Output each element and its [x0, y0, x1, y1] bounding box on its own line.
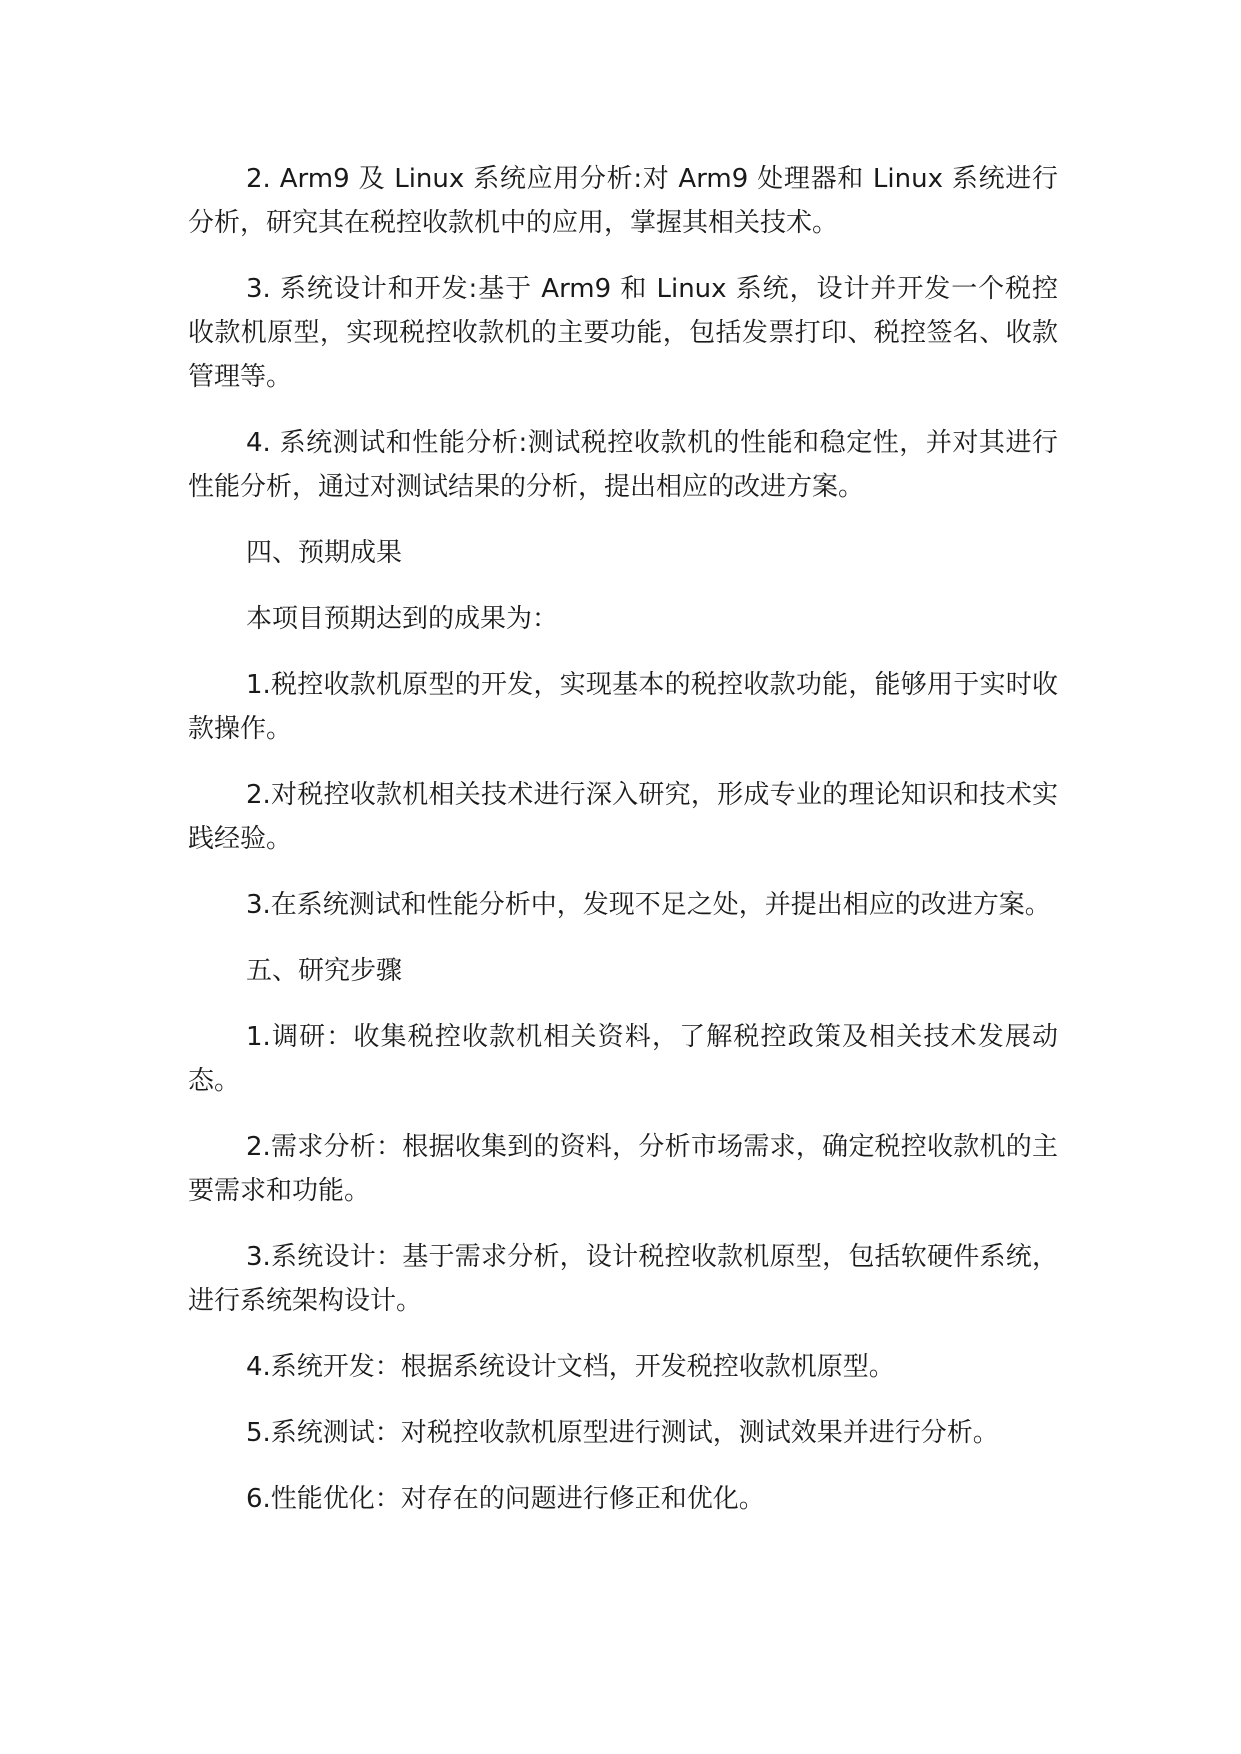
paragraph-step-1: 1.调研：收集税控收款机相关资料，了解税控政策及相关技术发展动态。: [188, 1022, 1058, 1096]
paragraph-step-3: 3.系统设计：基于需求分析，设计税控收款机原型，包括软硬件系统，进行系统架构设计。: [188, 1242, 1058, 1316]
section-heading-research-steps: 五、研究步骤: [246, 956, 403, 986]
paragraph-expected-3: 3.在系统测试和性能分析中，发现不足之处，并提出相应的改进方案。: [246, 890, 1051, 920]
paragraph-research-testing: 4. 系统测试和性能分析:测试税控收款机的性能和稳定性，并对其进行性能分析，通过对测试结果的分析，提出相应的改进方案。: [188, 428, 1058, 502]
paragraph-expected-1: 1.税控收款机原型的开发，实现基本的税控收款功能，能够用于实时收款操作。: [188, 670, 1058, 744]
paragraph-step-5: 5.系统测试：对税控收款机原型进行测试，测试效果并进行分析。: [246, 1418, 999, 1448]
paragraph-step-2: 2.需求分析：根据收集到的资料，分析市场需求，确定税控收款机的主要需求和功能。: [188, 1132, 1058, 1206]
paragraph-research-arm9-linux: 2. Arm9 及 Linux 系统应用分析:对 Arm9 处理器和 Linux 系统进行分析，研究其在税控收款机中的应用，掌握其相关技术。: [188, 164, 1058, 238]
document-body: [188, 157, 1058, 1543]
paragraph-step-4: 4.系统开发：根据系统设计文档，开发税控收款机原型。: [246, 1352, 895, 1382]
section-heading-expected-results: 四、预期成果: [246, 538, 403, 568]
paragraph-expected-2: 2.对税控收款机相关技术进行深入研究，形成专业的理论知识和技术实践经验。: [188, 780, 1058, 854]
paragraph-expected-intro: 本项目预期达到的成果为：: [246, 604, 559, 634]
paragraph-research-system-design: 3. 系统设计和开发:基于 Arm9 和 Linux 系统，设计并开发一个税控收款机原型，实现税控收款机的主要功能，包括发票打印、税控签名、收款管理等。: [188, 274, 1058, 392]
paragraph-step-6: 6.性能优化：对存在的问题进行修正和优化。: [246, 1484, 765, 1514]
